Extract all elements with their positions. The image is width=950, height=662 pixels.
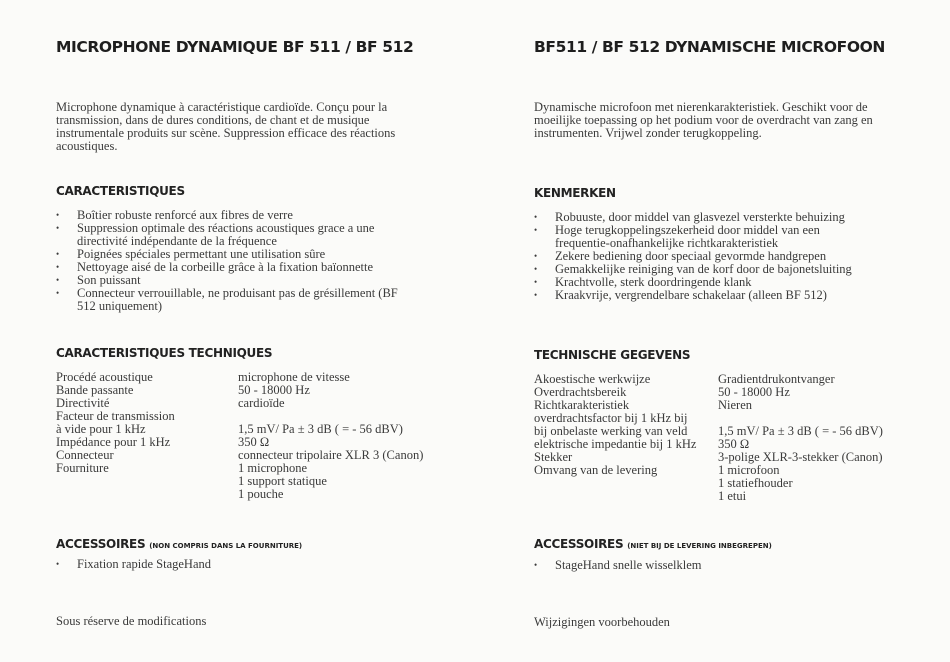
features-heading-nl: KENMERKEN	[534, 186, 616, 200]
spec-label: à vide pour 1 kHz	[56, 422, 146, 436]
spec-value: 1 statiefhouder	[718, 476, 793, 490]
spec-value: 350 Ω	[718, 437, 750, 451]
features-list-nl	[534, 211, 874, 302]
spec-value: 1 microphone	[238, 461, 308, 475]
list-item: • Kraakvrije, vergrendelbare schakelaar (alleen BF 512)	[534, 289, 874, 302]
spec-label: Bande passante	[56, 383, 134, 397]
spec-label: elektrische impedantie bij 1 kHz	[534, 437, 697, 451]
spec-label: Overdrachtsbereik	[534, 385, 627, 399]
features-heading-fr: CARACTERISTIQUES	[56, 184, 185, 198]
list-item: • Son puissant	[56, 274, 416, 287]
spec-label: Connecteur	[56, 448, 114, 462]
accessories-heading-nl	[534, 537, 772, 551]
footer-note-nl: Wijzigingen voorbehouden	[534, 615, 670, 629]
spec-value: 1 support statique	[238, 474, 327, 488]
list-item: • Nettoyage aisé de la corbeille grâce à la fixation baïonnette	[56, 261, 416, 274]
accessories-heading-fr	[56, 537, 302, 551]
spec-value: 1 pouche	[238, 487, 284, 501]
accessories-title: ACCESSOIRES	[56, 537, 146, 551]
accessories-list-nl	[534, 559, 894, 572]
spec-label: Impédance pour 1 kHz	[56, 435, 171, 449]
specs-heading-fr: CARACTERISTIQUES TECHNIQUES	[56, 346, 273, 360]
spec-value: 350 Ω	[238, 435, 270, 449]
spec-labels	[534, 373, 709, 477]
spec-label: overdrachtsfactor bij 1 kHz bij	[534, 411, 688, 425]
spec-label: Facteur de transmission	[56, 409, 175, 423]
spec-label: Directivité	[56, 396, 110, 410]
list-item: • StageHand snelle wisselklem	[534, 559, 894, 572]
spec-value: 3-polige XLR-3-stekker (Canon)	[718, 450, 883, 464]
list-item: • Poignées spéciales permettant une utilisation sûre	[56, 248, 416, 261]
spec-label: Stekker	[534, 450, 573, 464]
accessories-note: (NON COMPRIS DANS LA FOURNITURE)	[149, 542, 303, 550]
spec-label: Fourniture	[56, 461, 109, 475]
list-item: • Zekere bediening door speciaal gevormde handgrepen	[534, 250, 874, 263]
spec-value: connecteur tripolaire XLR 3 (Canon)	[238, 448, 424, 462]
list-item: • Fixation rapide StageHand	[56, 558, 416, 571]
spec-value: 50 - 18000 Hz	[718, 385, 790, 399]
footer-note-fr: Sous réserve de modifications	[56, 614, 207, 628]
spec-value: Nieren	[718, 398, 753, 412]
accessories-note: (NIET BIJ DE LEVERING INBEGREPEN)	[627, 542, 772, 550]
intro-text-nl: Dynamische microfoon met nierenkarakteristiek. Geschikt voor de moeilijke toepassing op het podium voor de overdracht van zang en instrumenten. Vrijwel zonder terugkoppeling.	[534, 100, 873, 140]
intro-text-fr: Microphone dynamique à caractéristique cardioïde. Conçu pour la transmission, dans de dures conditions, de chant et de musique instrumentale produits sur scène. Suppression efficace des réactions acoustiques.	[56, 100, 396, 153]
list-item: • Boîtier robuste renforcé aux fibres de verre	[56, 209, 416, 222]
spec-label: Omvang van de levering	[534, 463, 658, 477]
spec-value: 1 microfoon	[718, 463, 780, 477]
spec-labels	[56, 371, 231, 475]
page-title-fr: MICROPHONE DYNAMIQUE BF 511 / BF 512	[56, 38, 414, 56]
spec-value: 1,5 mV/ Pa ± 3 dB ( = - 56 dBV)	[238, 422, 403, 436]
spec-label: bij onbelaste werking van veld	[534, 424, 688, 438]
accessories-list-fr	[56, 558, 416, 571]
spec-label: Richtkarakteristiek	[534, 398, 630, 412]
list-item: • Gemakkelijke reiniging van de korf door de bajonetsluiting	[534, 263, 874, 276]
spec-value: 50 - 18000 Hz	[238, 383, 310, 397]
spec-values	[718, 373, 918, 503]
spec-value: cardioïde	[238, 396, 285, 410]
list-item: • Suppression optimale des réactions acoustiques grace a une directivité indépendante de la fréquence	[56, 222, 416, 248]
page-title-nl: BF511 / BF 512 DYNAMISCHE MICROFOON	[534, 38, 885, 56]
spec-values	[238, 371, 468, 501]
list-item: • Robuuste, door middel van glasvezel versterkte behuizing	[534, 211, 874, 224]
spec-label: Procédé acoustique	[56, 370, 153, 384]
spec-value: 1,5 mV/ Pa ± 3 dB ( = - 56 dBV)	[718, 424, 883, 438]
features-list-fr	[56, 209, 416, 313]
specs-heading-nl: TECHNISCHE GEGEVENS	[534, 348, 691, 362]
spec-value: Gradientdrukontvanger	[718, 372, 835, 386]
list-item: • Hoge terugkoppelingszekerheid door middel van een frequentie-onafhankelijke richtkarakteristiek	[534, 224, 874, 250]
list-item: • Connecteur verrouillable, ne produisant pas de grésillement (BF 512 uniquement)	[56, 287, 416, 313]
list-item: • Krachtvolle, sterk doordringende klank	[534, 276, 874, 289]
spec-value: 1 etui	[718, 489, 747, 503]
spec-label: Akoestische werkwijze	[534, 372, 651, 386]
spec-value: microphone de vitesse	[238, 370, 350, 384]
accessories-title: ACCESSOIRES	[534, 537, 624, 551]
